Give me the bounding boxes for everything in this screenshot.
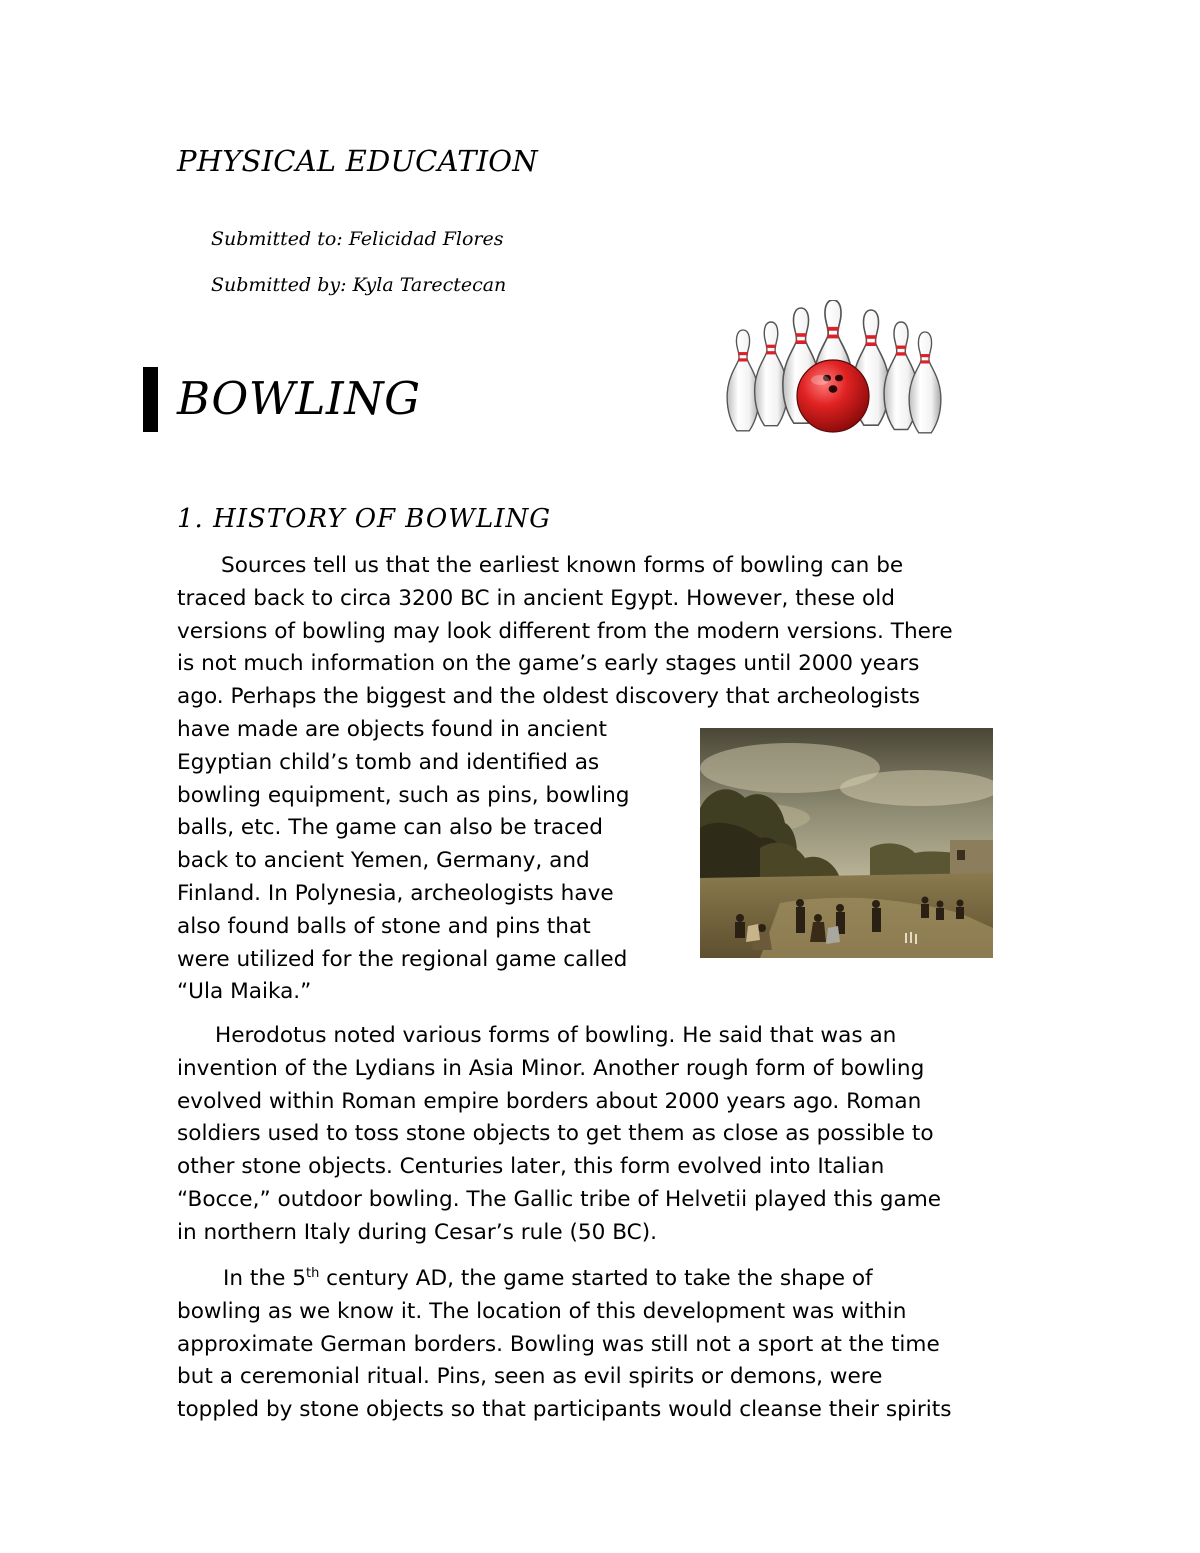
section-heading: 1. HISTORY OF BOWLING — [177, 504, 551, 534]
paragraph-line: ago. Perhaps the biggest and the oldest discovery that archeologists — [177, 684, 921, 710]
paragraph-line: bowling equipment, such as pins, bowling — [177, 782, 630, 808]
heading-accent-bar — [143, 367, 158, 432]
paragraph-line — [177, 1263, 1037, 1296]
paragraph-line: bowling as we know it. The location of this development was within — [177, 1298, 907, 1324]
main-heading: BOWLING — [177, 372, 421, 425]
paragraph-line: is not much information on the game’s early stages until 2000 years — [177, 651, 920, 677]
submitted-by: Submitted by: Kyla Tarectecan — [211, 274, 507, 296]
paragraph-line: balls, etc. The game can also be traced — [177, 815, 603, 841]
bowling-painting-image — [700, 728, 993, 958]
text-fragment: In the 5 — [223, 1266, 306, 1291]
document-title: PHYSICAL EDUCATION — [177, 144, 538, 178]
text-fragment: century AD, the game started to take the shape of — [319, 1266, 873, 1291]
pin-back-left — [727, 330, 759, 431]
paragraph-line: were utilized for the regional game called — [177, 946, 628, 972]
paragraph-line: versions of bowling may look different from the modern versions. There — [177, 618, 953, 644]
superscript: th — [305, 1265, 320, 1281]
paragraph-line: Egyptian child’s tomb and identified as — [177, 749, 600, 775]
bowling-ball — [797, 360, 869, 432]
pin-back-midleft — [755, 322, 788, 426]
paragraph-line: back to ancient Yemen, Germany, and — [177, 848, 590, 874]
paragraph-line: “Bocce,” outdoor bowling. The Gallic tribe of Helvetii played this game — [177, 1186, 942, 1212]
bowling-pins-illustration — [724, 300, 948, 442]
paragraph-line: traced back to circa 3200 BC in ancient Egypt. However, these old — [177, 585, 895, 611]
paragraph-line: also found balls of stone and pins that — [177, 913, 591, 939]
paragraph-history-3 — [177, 1263, 1037, 1427]
paragraph-line: evolved within Roman empire borders about 2000 years ago. Roman — [177, 1088, 922, 1114]
paragraph-line: have made are objects found in ancient — [177, 716, 607, 742]
paragraph-line: soldiers used to toss stone objects to get them as close as possible to — [177, 1121, 934, 1147]
paragraph-line: “Ula Maika.” — [177, 979, 312, 1005]
paragraph-line: but a ceremonial ritual. Pins, seen as evil spirits or demons, were — [177, 1364, 883, 1390]
paragraph-history-2 — [177, 1020, 1037, 1250]
paragraph-line: toppled by stone objects so that participants would cleanse their spirits — [177, 1397, 952, 1423]
paragraph-line: other stone objects. Centuries later, this form evolved into Italian — [177, 1154, 885, 1180]
paragraph-line: invention of the Lydians in Asia Minor. Another rough form of bowling — [177, 1055, 925, 1081]
paragraph-line: Sources tell us that the earliest known forms of bowling can be — [221, 553, 904, 578]
paragraph-line: Herodotus noted various forms of bowling. He said that was an — [215, 1023, 897, 1048]
paragraph-line: in northern Italy during Cesar’s rule (50 BC). — [177, 1219, 658, 1245]
submitted-to: Submitted to: Felicidad Flores — [211, 228, 504, 250]
paragraph-line: Finland. In Polynesia, archeologists have — [177, 880, 614, 906]
paragraph-line: approximate German borders. Bowling was still not a sport at the time — [177, 1331, 940, 1357]
pin-back-farright — [909, 332, 941, 433]
